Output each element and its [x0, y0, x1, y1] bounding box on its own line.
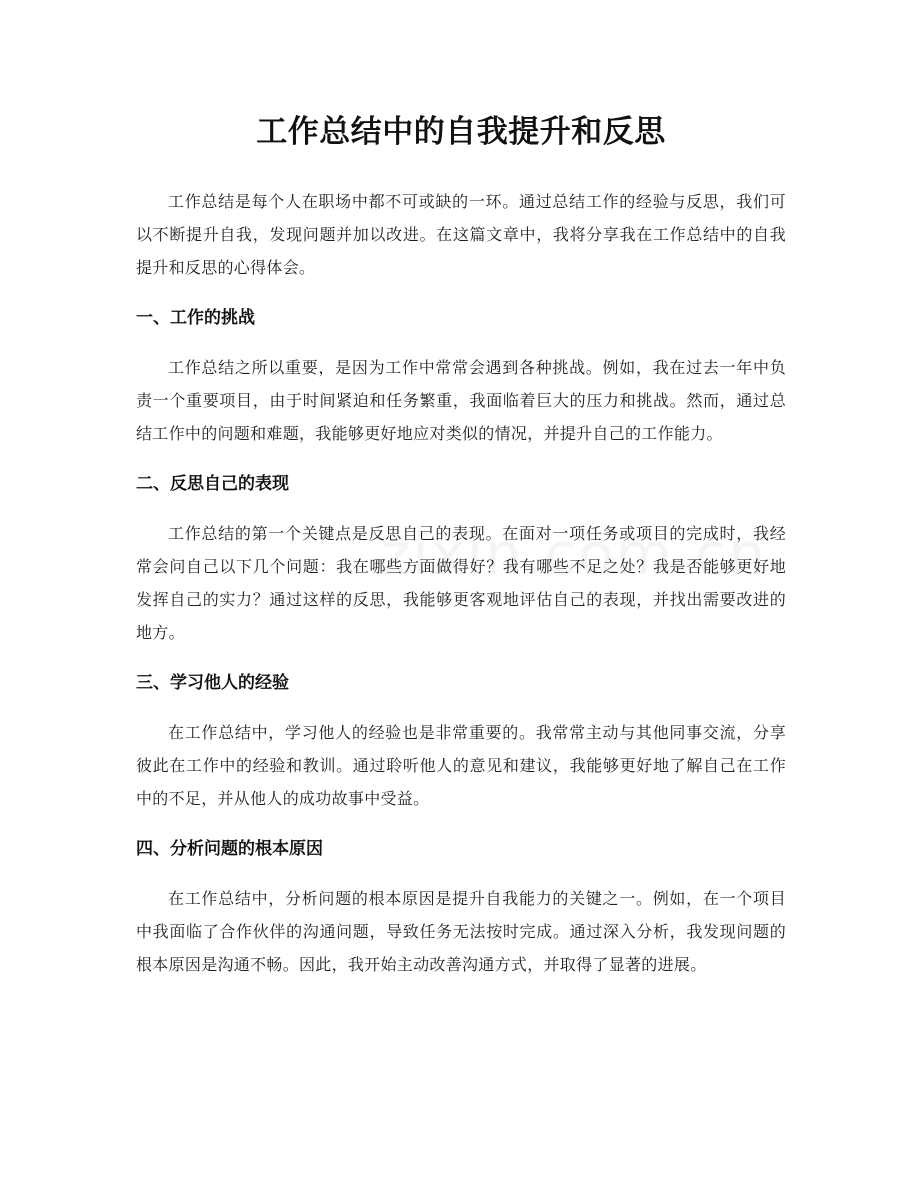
section-paragraph: 在工作总结中，分析问题的根本原因是提升自我能力的关键之一。例如，在一个项目中我面临了合作伙伴的沟通问题，导致任务无法按时完成。通过深入分析，我发现问题的根本原因是沟通不畅。因此，我开始主动改善沟通方式，并取得了显著的进展。 — [136, 889, 786, 974]
intro-paragraph: 工作总结是每个人在职场中都不可或缺的一环。通过总结工作的经验与反思，我们可以不断提升自我，发现问题并加以改进。在这篇文章中，我将分享我在工作总结中的自我提升和反思的心得体会。 — [136, 192, 786, 277]
document-content — [136, 104, 786, 981]
section-1 — [136, 302, 786, 450]
section-heading: 二、反思自己的表现 — [136, 474, 289, 494]
section-paragraph: 工作总结的第一个关键点是反思自己的表现。在面对一项任务或项目的完成时，我经常会问自己以下几个问题：我在哪些方面做得好？我有哪些不足之处？我是否能够更好地发挥自己的实力？通过这样的反思，我能够更客观地评估自己的表现，并找出需要改进的地方。 — [136, 524, 786, 642]
section-paragraph: 工作总结之所以重要，是因为工作中常常会遇到各种挑战。例如，我在过去一年中负责一个重要项目，由于时间紧迫和任务繁重，我面临着巨大的压力和挑战。然而，通过总结工作中的问题和难题，我能够更好地应对类似的情况，并提升自己的工作能力。 — [136, 358, 786, 443]
section-3 — [136, 667, 786, 815]
section-paragraph: 在工作总结中，学习他人的经验也是非常重要的。我常常主动与其他同事交流，分享彼此在工作中的经验和教训。通过聆听他人的意见和建议，我能够更好地了解自己在工作中的不足，并从他人的成功故事中受益。 — [136, 723, 786, 808]
section-heading: 三、学习他人的经验 — [136, 673, 289, 693]
section-heading: 四、分析问题的根本原因 — [136, 839, 323, 859]
document-title: 工作总结中的自我提升和反思 — [256, 114, 666, 150]
section-heading: 一、工作的挑战 — [136, 308, 255, 328]
section-4 — [136, 833, 786, 981]
section-2 — [136, 468, 786, 649]
